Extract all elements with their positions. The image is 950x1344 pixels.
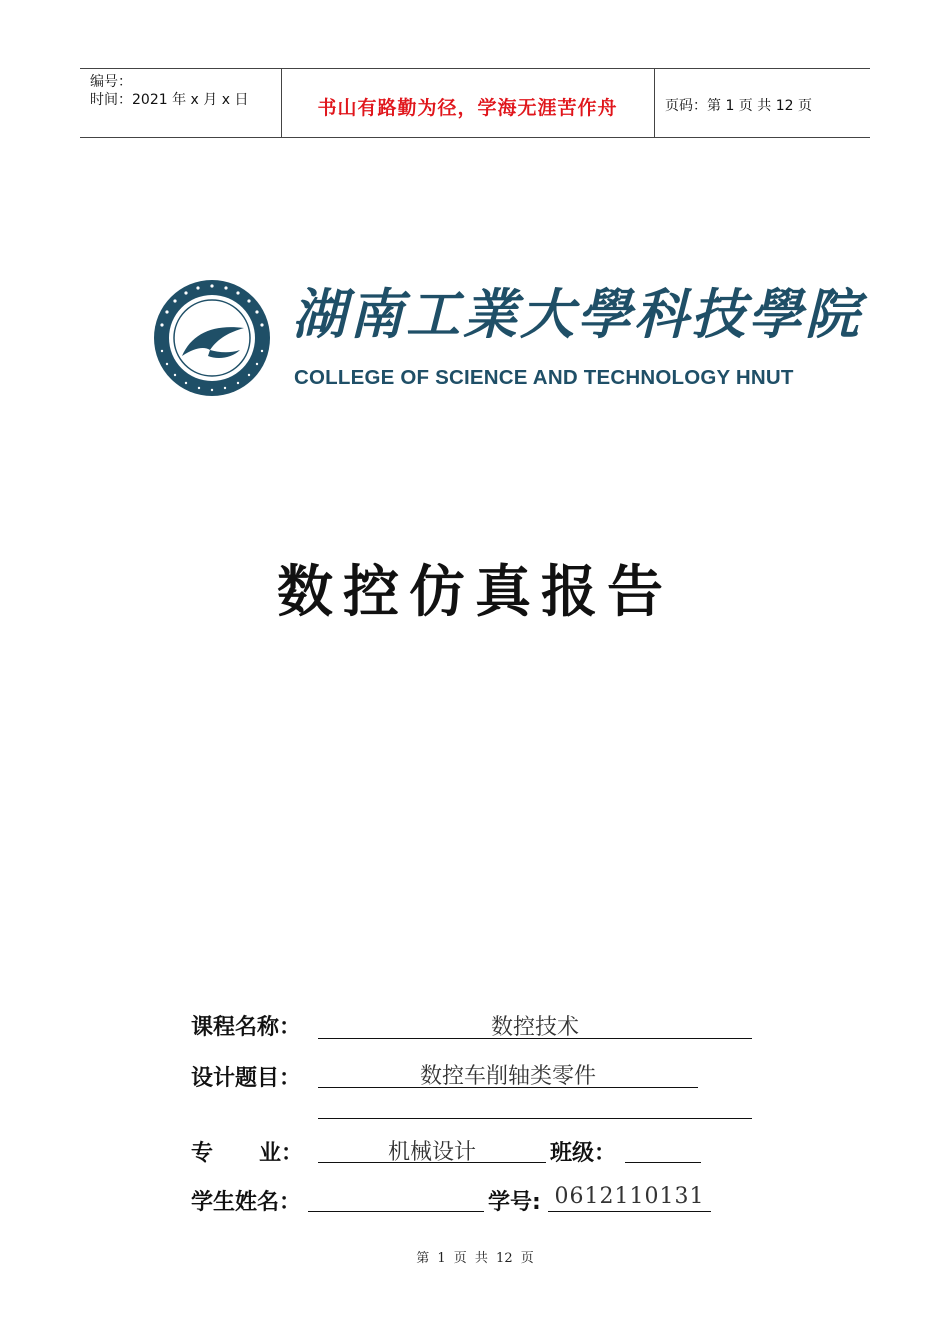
page-header — [80, 68, 870, 138]
report-title: 数控仿真报告 — [277, 559, 673, 625]
student-name-label: 学生姓名： — [191, 1190, 302, 1215]
major-value: 机械设计 — [387, 1140, 476, 1165]
motto: 书山有路勤为径，学海无涯苦作舟 — [317, 97, 618, 119]
student-id-label: 学号: — [488, 1190, 541, 1215]
topic-continuation-underline — [318, 1088, 752, 1119]
topic-value: 数控车削轴类零件 — [419, 1064, 596, 1089]
major-label — [191, 1136, 303, 1167]
time-label: 时间：2021 年 x 月 x 日 — [90, 92, 249, 108]
student-name-underline — [308, 1181, 484, 1212]
college-logo — [152, 278, 862, 398]
topic-label: 设计题目： — [191, 1066, 302, 1091]
page-footer: 第 1 页 共 12 页 — [416, 1251, 534, 1266]
header-right-cell — [655, 69, 870, 137]
student-id-value: 0612110131 — [554, 1184, 705, 1209]
course-value: 数控技术 — [490, 1015, 579, 1040]
class-label: 班级： — [550, 1141, 617, 1166]
college-name-chinese: 湖南工業大學科技學院 — [292, 282, 862, 346]
college-name-english: COLLEGE OF SCIENCE AND TECHNOLOGY HNUT — [294, 366, 794, 389]
page-info: 页码：第 1 页 共 12 页 — [665, 98, 812, 114]
major-label-text: 专 业： — [191, 1141, 303, 1166]
header-middle-cell — [281, 69, 655, 137]
class-underline — [625, 1132, 701, 1163]
header-left-cell — [80, 69, 282, 137]
college-emblem-icon — [152, 278, 272, 398]
number-label: 编号： — [90, 74, 132, 90]
course-label: 课程名称： — [191, 1015, 302, 1040]
